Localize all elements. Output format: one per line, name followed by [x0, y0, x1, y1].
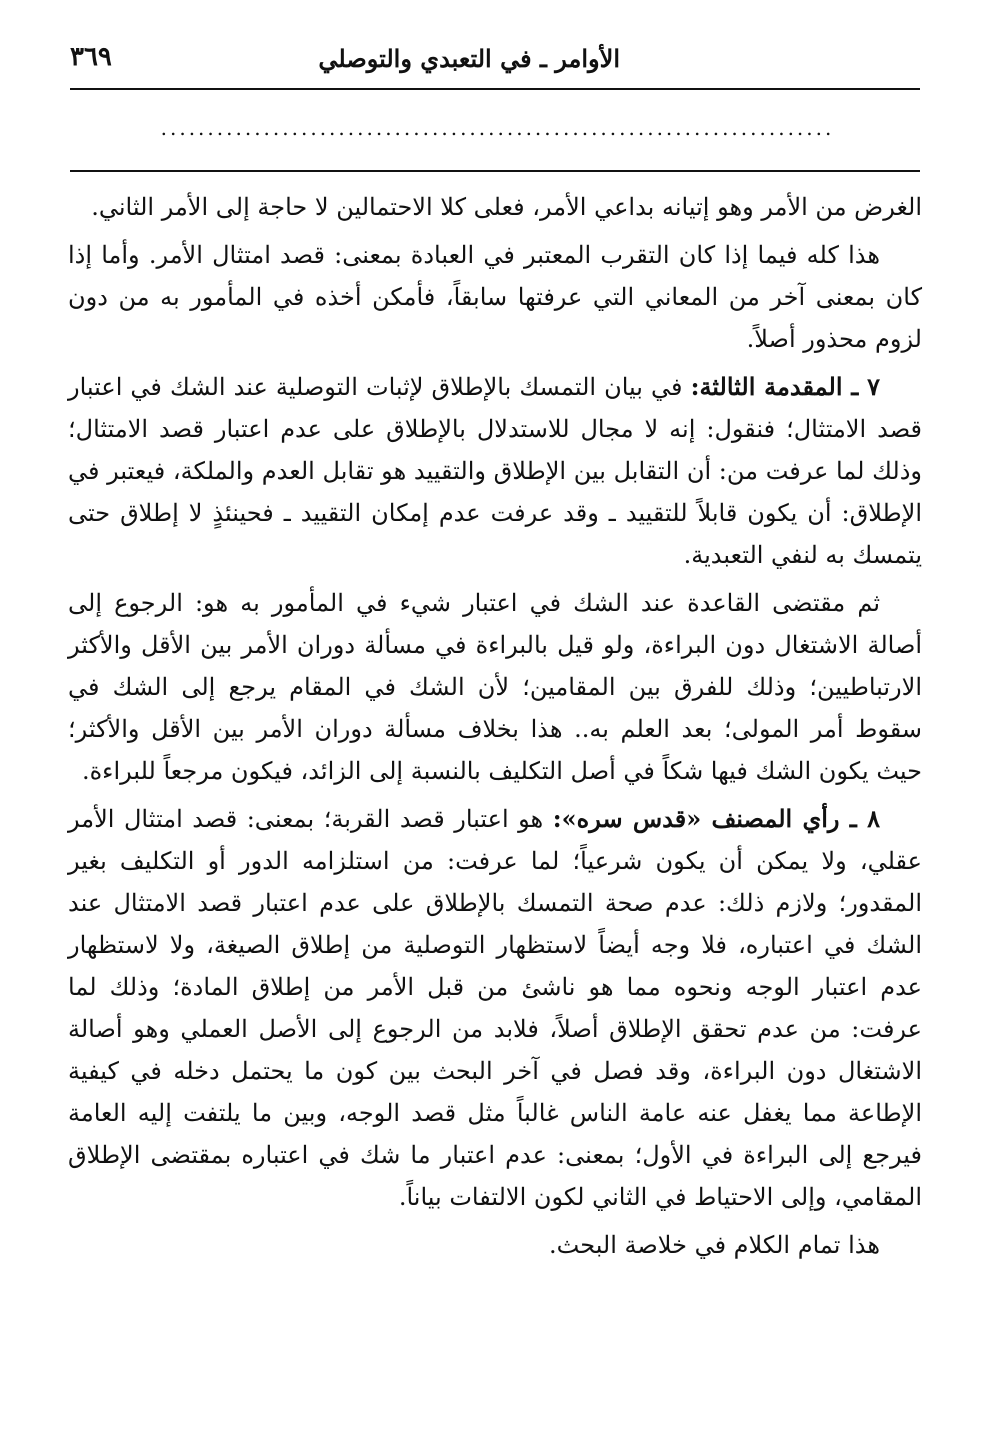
paragraph-closing [68, 1224, 922, 1266]
paragraph-text: هذا تمام الكلام في خلاصة البحث. [549, 1231, 880, 1259]
paragraph-section-7 [68, 366, 922, 576]
section-heading: ٧ ـ المقدمة الثالثة: [690, 372, 880, 401]
paragraph-text: في بيان التمسك بالإطلاق لإثبات التوصلية عند الشك في اعتبار قصد الامتثال؛ فنقول: إنه لا مجال للاستدلال بالإطلاق على عدم اعتبار قصد الامتثال؛ وذلك لما عرفت من: أن التقابل بين الإطلاق والتقييد هو تقابل العدم والملكة، فيعتبر في الإطلاق: أن يكون قابلاً للتقييد ـ وقد عرفت عدم إمكان التقييد ـ فحينئذٍ لا إطلاق حتى يتمسك به لنفي التعبدية. [68, 373, 922, 569]
page-header [70, 40, 920, 80]
paragraph-text: ثم مقتضى القاعدة عند الشك في اعتبار شيء في المأمور به هو: الرجوع إلى أصالة الاشتغال دون البراءة، ولو قيل بالبراءة في مسألة دوران الأمر بين الأقل والأكثر الارتباطيين؛ وذلك للفرق بين المقامين؛ لأن الشك في المقام يرجع إلى الشك في سقوط أمر المولى؛ بعد العلم به.. هذا بخلاف مسألة دوران الأمر بين الأقل والأكثر؛ حيث يكون الشك فيها شكاً في أصل التكليف بالنسبة إلى الزائد، فيكون مرجعاً للبراءة. [68, 589, 923, 785]
omission-dots: ........................................................................ [160, 116, 835, 140]
body-text [68, 186, 922, 1272]
paragraph [68, 582, 922, 792]
page-number: ٣٦٩ [70, 42, 112, 72]
paragraph-text: هذا كله فيما إذا كان التقرب المعتبر في العبادة بمعنى: قصد امتثال الأمر. وأما إذا كان بمعنى آخر من المعاني التي عرفتها سابقاً، فأمكن أخذه في المأمور به من دون لزوم محذور أصلاً. [68, 241, 922, 353]
section-rule [70, 170, 920, 172]
section-heading: ٨ ـ رأي المصنف «قدس سره»: [552, 804, 880, 833]
running-title: الأوامر ـ في التعبدي والتوصلي [318, 44, 620, 73]
paragraph-text: الغرض من الأمر وهو إتيانه بداعي الأمر، فعلى كلا الاحتمالين لا حاجة إلى الأمر الثاني. [91, 193, 922, 221]
header-rule [70, 88, 920, 90]
paragraph [68, 234, 922, 360]
paragraph-text: هو اعتبار قصد القربة؛ بمعنى: قصد امتثال الأمر عقلي، ولا يمكن أن يكون شرعياً؛ لما عرفت: من استلزامه الدور أو التكليف بغير المقدور؛ ولازم ذلك: عدم صحة التمسك بالإطلاق على عدم اعتبار قصد الامتثال عند الشك في اعتباره، فلا وجه أيضاً لاستظهار التوصلية من إطلاق الصيغة، ولا لاستظهار عدم اعتبار الوجه ونحوه مما هو ناشئ من قبل الأمر من إطلاق المادة؛ وذلك لما عرفت: من عدم تحقق الإطلاق أصلاً، فلابد من الرجوع إلى الأصل العملي وهو أصالة الاشتغال دون البراءة، وقد فصل في آخر البحث بين كون ما يحتمل دخله في كيفية الإطاعة مما يغفل عنه عامة الناس غالباً مثل قصد الوجه، وبين ما يلتفت إليه العامة فيرجع إلى البراءة في الأول؛ بمعنى: عدم اعتبار ما شك في اعتباره بمقتضى الإطلاق المقامي، وإلى الاحتياط في الثاني لكون الالتفات بياناً. [68, 805, 923, 1211]
paragraph-section-8 [68, 798, 922, 1218]
paragraph-continued [68, 186, 922, 228]
